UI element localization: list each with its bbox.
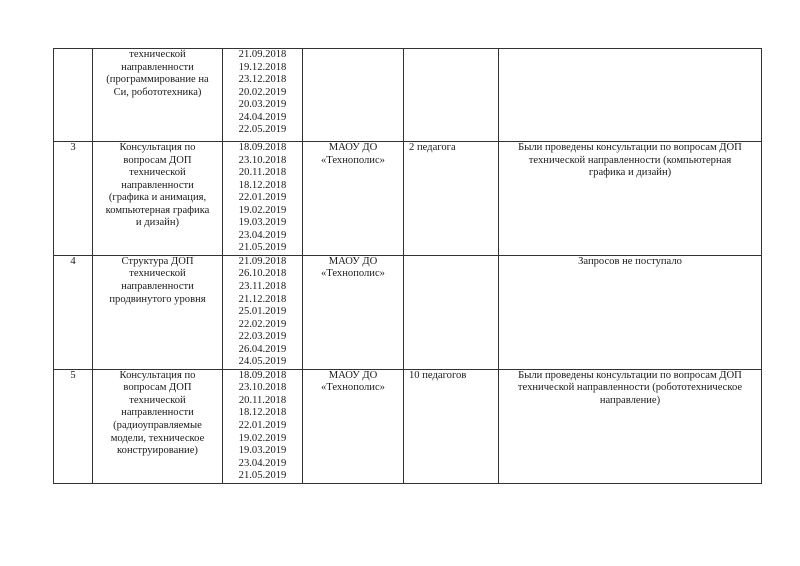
participants-cell: 10 педагогов: [404, 369, 499, 483]
dates-cell: 21.09.2018 26.10.2018 23.11.2018 21.12.2018 25.01.2019 22.02.2019 22.03.2019 26.04.2019 24.05.2019: [223, 255, 303, 369]
organization-cell: МАОУ ДО «Технополис»: [303, 369, 404, 483]
table-row: [54, 369, 762, 483]
result-cell: [499, 49, 762, 142]
dates-cell: 21.09.2018 19.12.2018 23.12.2018 20.02.2019 20.03.2019 24.04.2019 22.05.2019: [223, 49, 303, 142]
organization-cell: [303, 49, 404, 142]
organization-cell: МАОУ ДО «Технополис»: [303, 255, 404, 369]
row-number: 5: [54, 369, 93, 483]
consultation-table: [53, 48, 762, 484]
row-number: 4: [54, 255, 93, 369]
topic-cell: Структура ДОП технической направленности продвинутого уровня: [93, 255, 223, 369]
row-number: [54, 49, 93, 142]
topic-cell: Консультация по вопросам ДОП технической направленности (графика и анимация, компьютерная графика и дизайн): [93, 142, 223, 256]
participants-cell: 2 педагога: [404, 142, 499, 256]
result-cell: Были проведены консультации по вопросам ДОП технической направленности (компьютерная графика и дизайн): [499, 142, 762, 256]
participants-cell: [404, 49, 499, 142]
dates-cell: 18.09.2018 23.10.2018 20.11.2018 18.12.2018 22.01.2019 19.02.2019 19.03.2019 23.04.2019 21.05.2019: [223, 369, 303, 483]
table-row: [54, 49, 762, 142]
dates-cell: 18.09.2018 23.10.2018 20.11.2018 18.12.2018 22.01.2019 19.02.2019 19.03.2019 23.04.2019 21.05.2019: [223, 142, 303, 256]
table-row: [54, 142, 762, 256]
topic-cell: технической направленности (программирование на Си, робототехника): [93, 49, 223, 142]
organization-cell: МАОУ ДО «Технополис»: [303, 142, 404, 256]
participants-cell: [404, 255, 499, 369]
table-row: [54, 255, 762, 369]
topic-cell: Консультация по вопросам ДОП технической направленности (радиоуправляемые модели, техническое конструирование): [93, 369, 223, 483]
row-number: 3: [54, 142, 93, 256]
result-cell: Были проведены консультации по вопросам ДОП технической направленности (робототехническое направление): [499, 369, 762, 483]
result-cell: Запросов не поступало: [499, 255, 762, 369]
